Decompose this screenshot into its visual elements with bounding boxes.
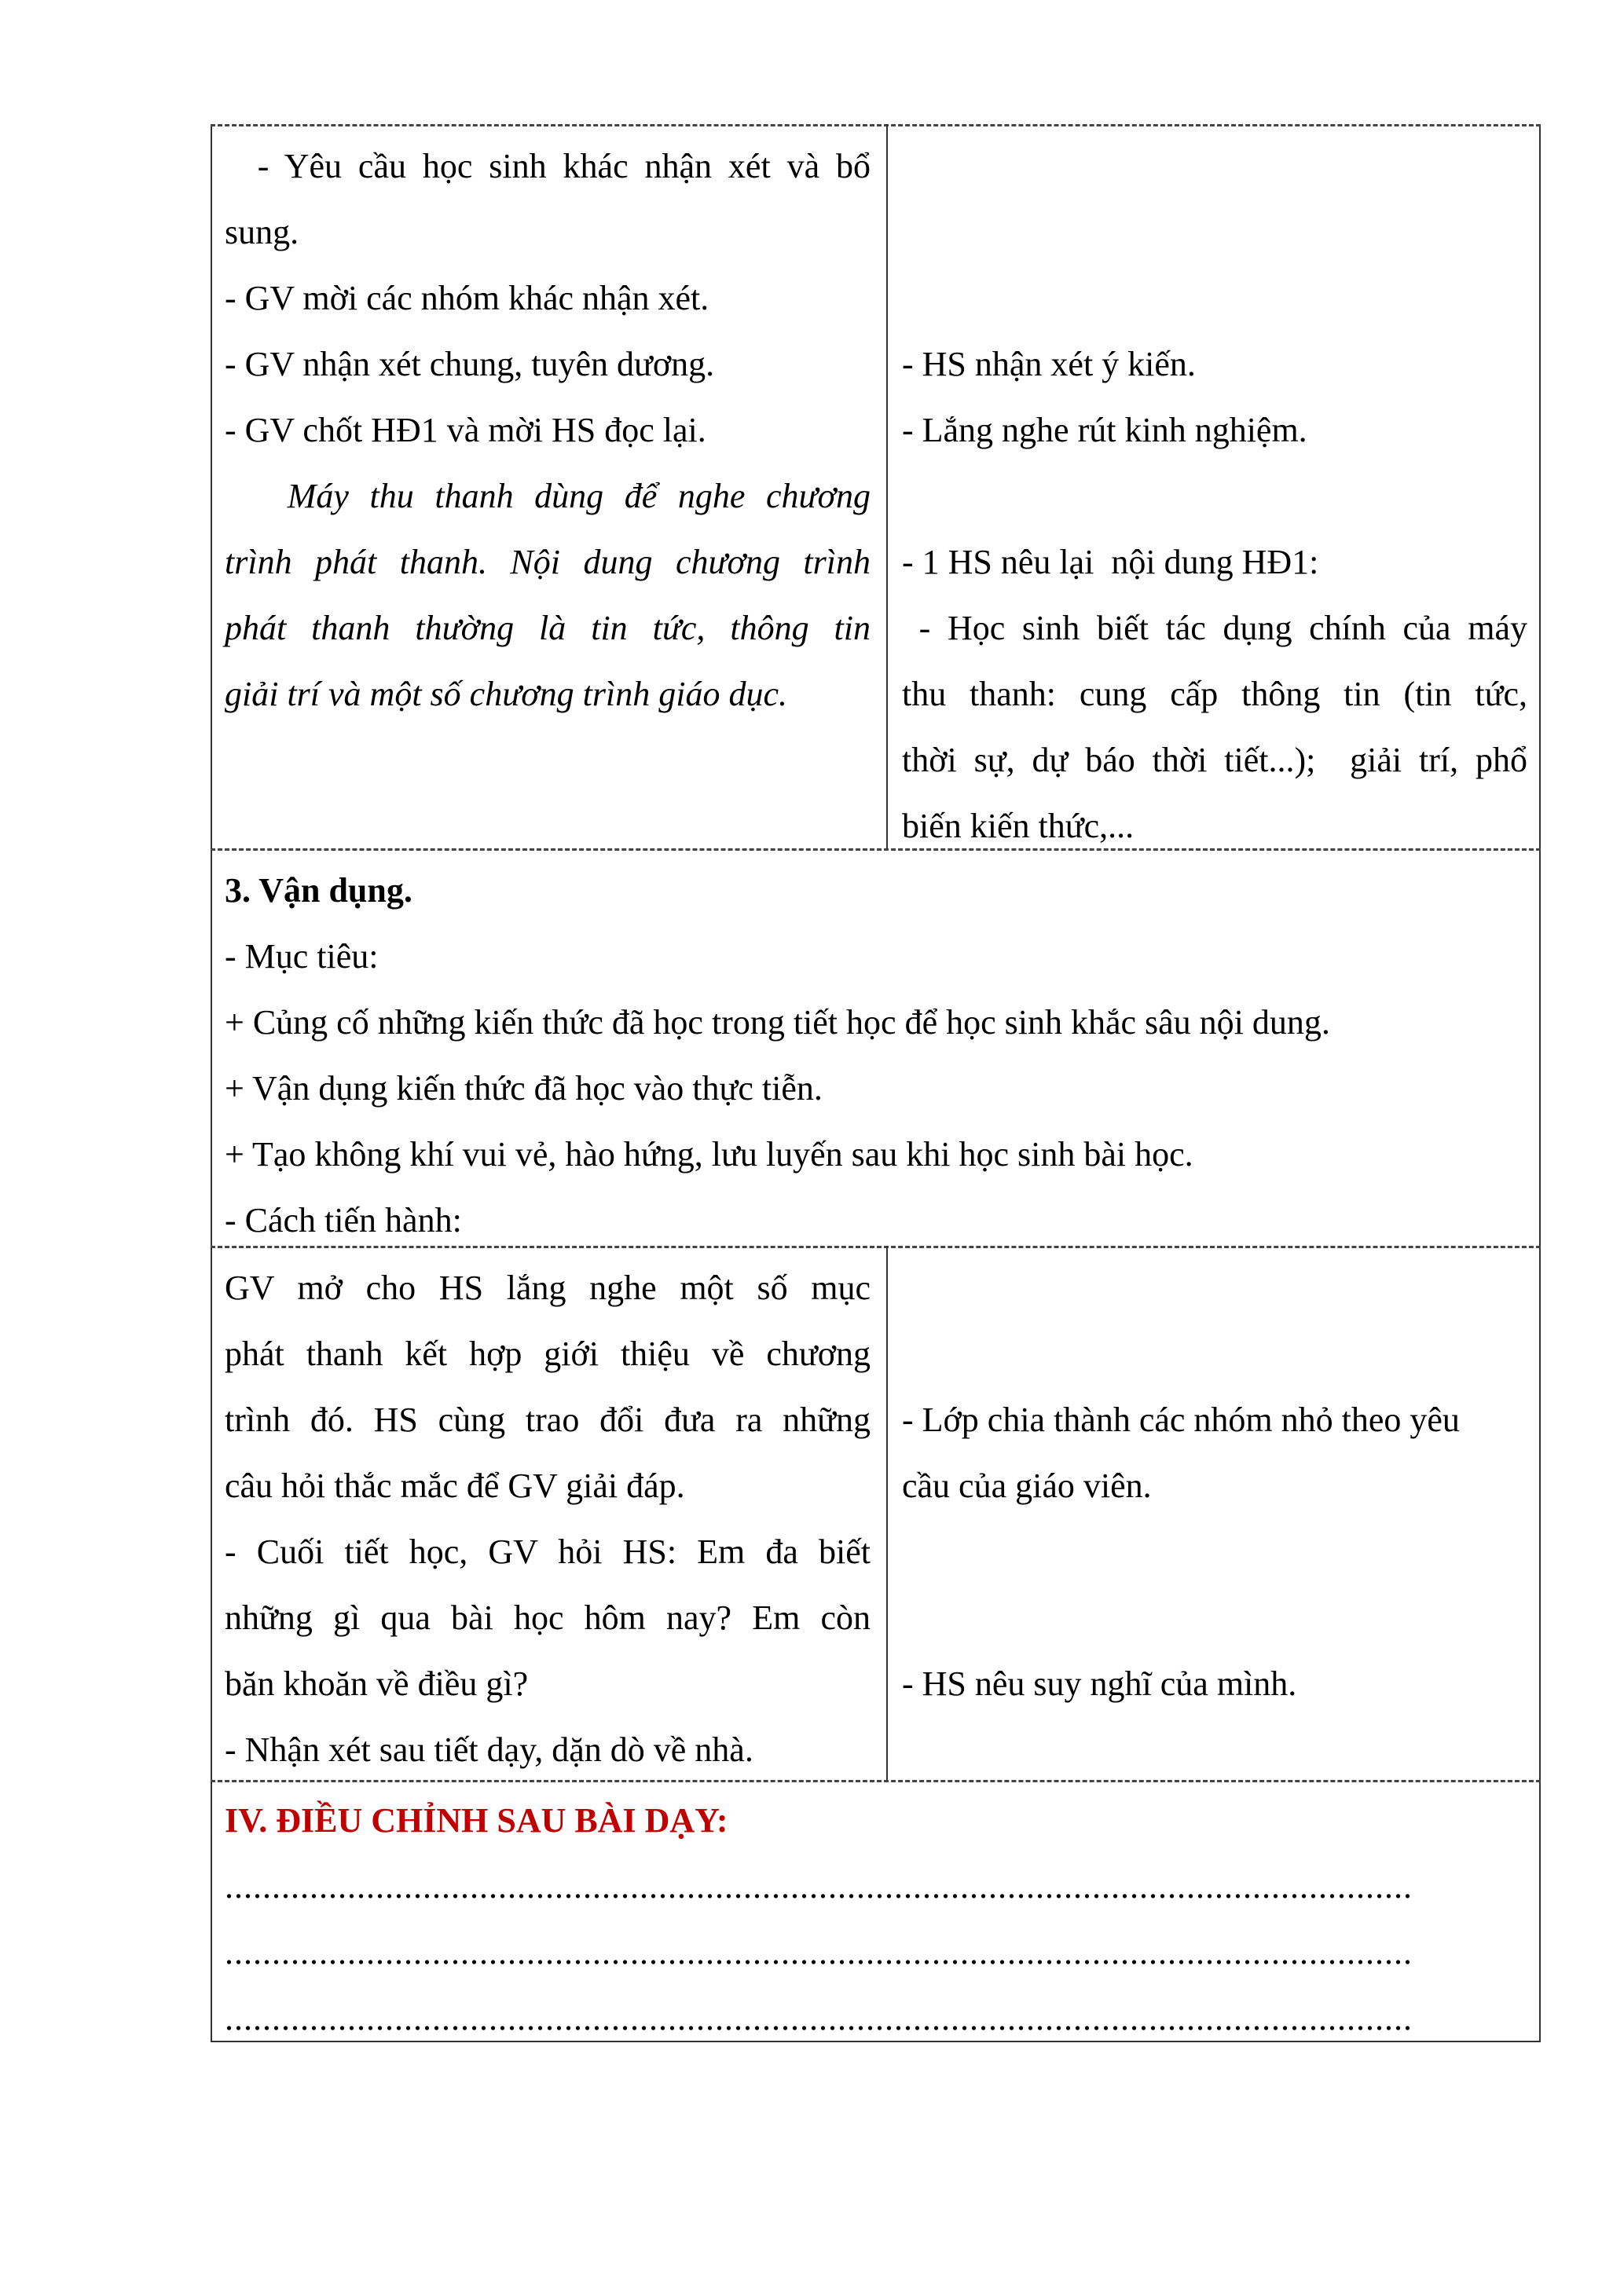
section-line: + Tạo không khí vui vẻ, hào hứng, lưu luyến sau khi học sinh bài học. <box>225 1135 1193 1174</box>
student-para-line: - Học sinh biết tác dụng chính của máy <box>902 609 1527 647</box>
column-separator-2 <box>886 1246 888 1780</box>
table-left-border <box>211 124 212 2042</box>
student-para-line: biến kiến thức,... <box>902 807 1135 845</box>
section-heading: 3. Vận dụng. <box>225 871 412 910</box>
section-line: - Mục tiêu: <box>225 937 379 976</box>
teacher-line: - Cuối tiết học, GV hỏi HS: Em đa biết <box>225 1532 871 1571</box>
student-line: - 1 HS nêu lại nội dung HĐ1: <box>902 543 1319 581</box>
teacher-line: - GV chốt HĐ1 và mời HS đọc lại. <box>225 411 706 449</box>
teacher-line: - Nhận xét sau tiết dạy, dặn dò về nhà. <box>225 1730 753 1769</box>
summary-italic-line: trình phát thanh. Nội dung chương trình <box>225 543 871 581</box>
teacher-line: phát thanh kết hợp giới thiệu về chương <box>225 1335 871 1373</box>
adjustment-heading: IV. ĐIỀU CHỈNH SAU BÀI DẠY: <box>225 1801 728 1840</box>
blank-dotted-line: .............................................................................................................................. <box>225 1867 1413 1906</box>
column-separator-1 <box>886 124 888 848</box>
student-para-line: thu thanh: cung cấp thông tin (tin tức, <box>902 675 1527 713</box>
table-right-border <box>1539 124 1541 2042</box>
teacher-line: - GV nhận xét chung, tuyên dương. <box>225 345 715 383</box>
summary-italic-line: giải trí và một số chương trình giáo dục. <box>225 675 788 713</box>
teacher-line: câu hỏi thắc mắc để GV giải đáp. <box>225 1467 685 1505</box>
teacher-line: những gì qua bài học hôm nay? Em còn <box>225 1598 871 1637</box>
lesson-table <box>211 124 1541 2042</box>
blank-dotted-line: .............................................................................................................................. <box>225 1999 1413 2038</box>
teacher-line: - Yêu cầu học sinh khác nhận xét và bổ <box>225 147 871 185</box>
section1-right-cell <box>902 134 1527 859</box>
teacher-line: - GV mời các nhóm khác nhận xét. <box>225 279 709 317</box>
section-line: + Vận dụng kiến thức đã học vào thực tiễn. <box>225 1069 823 1108</box>
section3-right-cell <box>902 1255 1527 1717</box>
section2-cell <box>225 858 1529 1254</box>
blank-dotted-line: .............................................................................................................................. <box>225 1933 1413 1972</box>
section1-left-cell <box>225 134 871 727</box>
teacher-line: băn khoăn về điều gì? <box>225 1664 529 1703</box>
student-line: - Lớp chia thành các nhóm nhỏ theo yêu <box>902 1401 1460 1439</box>
summary-italic-line: phát thanh thường là tin tức, thông tin <box>225 609 871 647</box>
teacher-line: trình đó. HS cùng trao đổi đưa ra những <box>225 1401 871 1439</box>
section4-cell <box>225 1788 1529 2052</box>
section3-left-cell <box>225 1255 871 1783</box>
teacher-line: GV mở cho HS lắng nghe một số mục <box>225 1269 871 1307</box>
section-line: - Cách tiến hành: <box>225 1201 462 1240</box>
row-divider-top <box>211 124 1541 126</box>
student-para-line: thời sự, dự báo thời tiết...); giải trí, phổ <box>902 741 1527 779</box>
student-line: - HS nhận xét ý kiến. <box>902 345 1196 383</box>
summary-italic-line: Máy thu thanh dùng để nghe chương <box>225 477 871 515</box>
student-line: - HS nêu suy nghĩ của mình. <box>902 1664 1297 1703</box>
student-line: - Lắng nghe rút kinh nghiệm. <box>902 411 1307 449</box>
section-line: + Củng cố những kiến thức đã học trong tiết học để học sinh khắc sâu nội dung. <box>225 1003 1330 1042</box>
student-line: cầu của giáo viên. <box>902 1467 1152 1505</box>
teacher-line: sung. <box>225 213 299 251</box>
